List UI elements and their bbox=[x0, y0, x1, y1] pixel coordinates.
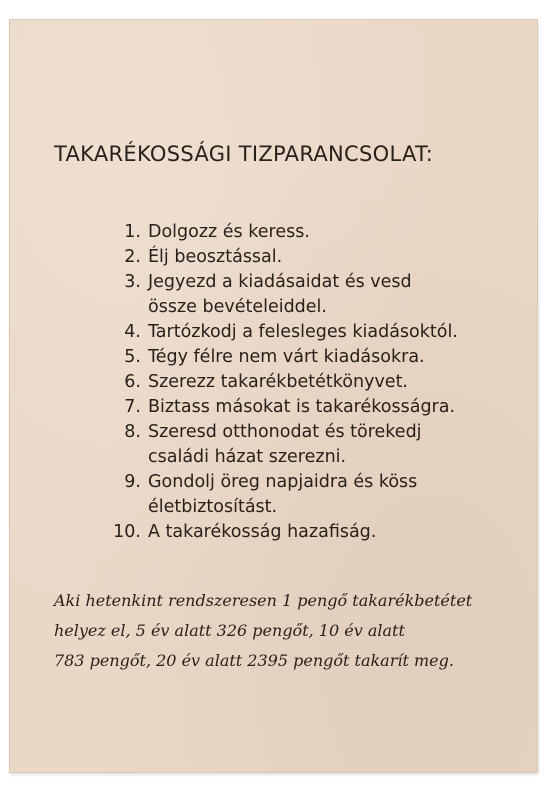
list-item bbox=[106, 270, 526, 320]
list-item bbox=[106, 345, 526, 370]
item-text-line: Gondolj öreg napjaidra és köss bbox=[148, 472, 418, 492]
item-text bbox=[148, 470, 526, 520]
list-item bbox=[106, 470, 526, 520]
item-number: 4. bbox=[124, 322, 141, 342]
item-text-line: Szeresd otthonodat és törekedj bbox=[148, 422, 422, 442]
item-text bbox=[148, 270, 526, 320]
footnote-line: Aki hetenkint rendszeresen 1 pengő takarékbetétet bbox=[54, 591, 473, 610]
list-item bbox=[106, 395, 526, 420]
item-number: 8. bbox=[124, 422, 141, 442]
item-number: 7. bbox=[124, 397, 141, 417]
footnote-line: helyez el, 5 év alatt 326 pengőt, 10 év alatt bbox=[54, 621, 405, 640]
item-number: 1. bbox=[124, 222, 141, 242]
item-text: Tartózkodj a felesleges kiadásoktól. bbox=[148, 322, 458, 342]
item-text: A takarékosság hazafiság. bbox=[148, 522, 377, 542]
list-item bbox=[106, 220, 526, 245]
list-item bbox=[106, 520, 526, 545]
item-number: 3. bbox=[124, 272, 141, 292]
footnote-line: 783 pengőt, 20 év alatt 2395 pengőt takarít meg. bbox=[54, 651, 454, 670]
item-text: Dolgozz és keress. bbox=[148, 222, 310, 242]
item-text: Szerezz takarékbetétkönyvet. bbox=[148, 372, 408, 392]
item-number: 10. bbox=[113, 522, 141, 542]
list-item bbox=[106, 245, 526, 270]
item-number: 2. bbox=[124, 247, 141, 267]
document-title: TAKARÉKOSSÁGI TIZPARANCSOLAT: bbox=[54, 142, 434, 166]
item-text-line: életbiztosítást. bbox=[148, 497, 278, 517]
item-number: 9. bbox=[124, 472, 141, 492]
list-item bbox=[106, 420, 526, 470]
item-text-line: össze bevételeiddel. bbox=[148, 297, 327, 317]
item-text-line: családi házat szerezni. bbox=[148, 447, 347, 467]
list-item bbox=[106, 320, 526, 345]
item-number: 5. bbox=[124, 347, 141, 367]
item-number: 6. bbox=[124, 372, 141, 392]
item-text: Tégy félre nem várt kiadásokra. bbox=[148, 347, 425, 367]
item-text bbox=[148, 420, 526, 470]
item-text: Élj beosztással. bbox=[148, 247, 283, 267]
paper-sheet bbox=[10, 20, 537, 772]
item-text-line: Jegyezd a kiadásaidat és vesd bbox=[148, 272, 412, 292]
list-item bbox=[106, 370, 526, 395]
savings-footnote bbox=[54, 586, 534, 676]
item-text: Biztass másokat is takarékosságra. bbox=[148, 397, 456, 417]
commandment-list bbox=[106, 220, 526, 545]
